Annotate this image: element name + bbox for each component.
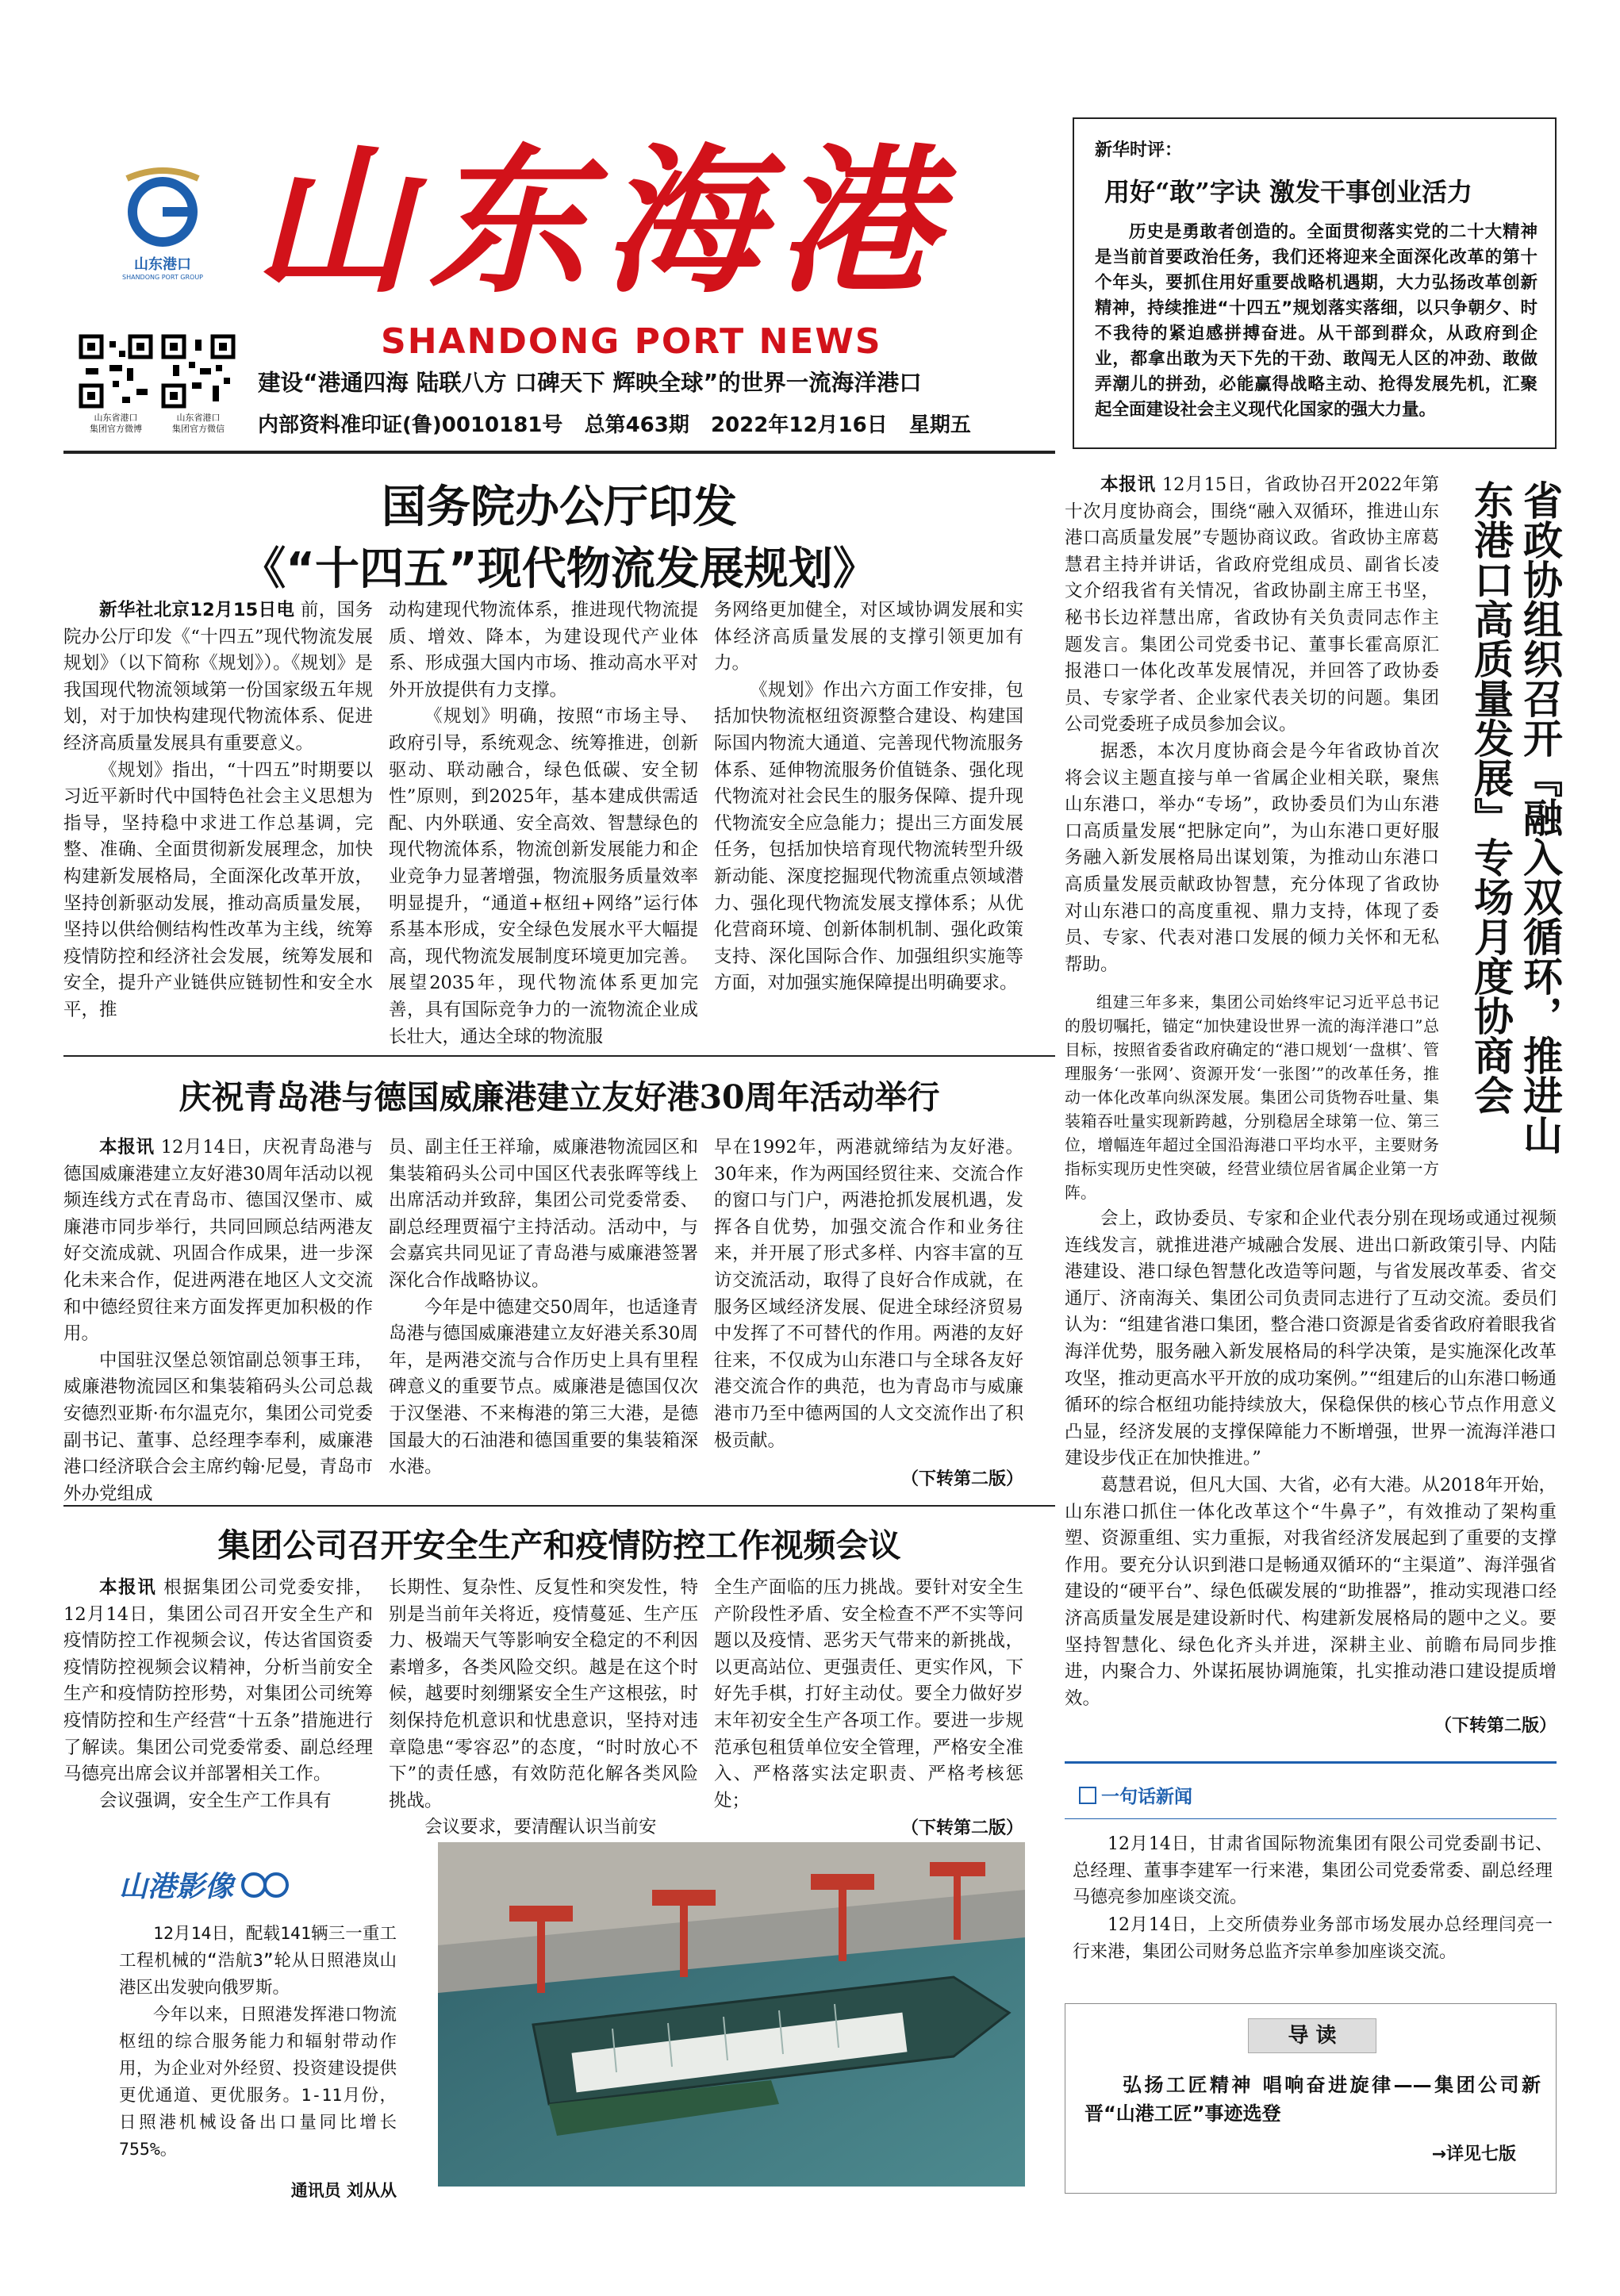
- cppcc-title: 省政协组织召开『融入双循环，推进山东港口高质量发展』专场月度协商会: [1468, 480, 1563, 1154]
- qr-code-icon: [78, 333, 154, 409]
- logo-text: 山东港口: [134, 256, 191, 273]
- qr-weibo: [78, 333, 154, 435]
- safety-col-3: [714, 1575, 1023, 1839]
- commentary-body: 历史是勇敢者创造的。全面贯彻落实党的二十大精神是当前首要政治任务，我们还将迎来全面深化改革的第十个年头，要抓住用好重要战略机遇期，大力弘扬改革创新精神，持续推进“十四五”规划落实落细，以只争朝夕、时不我待的紧迫感拼搏奋进。从干部到群众，从政府到企业，都拿出敢为天下先的干劲、敢闯无人区的冲劲、敢做弄潮儿的拼劲，必能赢得战略主动、抢得发展先机，汇聚起全面建设社会主义现代化国家的强大力量。: [1095, 222, 1537, 420]
- qr-weibo-caption: 山东省港口 集团官方微博: [90, 413, 142, 434]
- cppcc-paragraph: 会上，政协委员、专家和企业代表分别在现场或通过视频连线发言，就推进港产城融合发展、进出口新政策引导、内陆港建设、港口绿色智慧化改造等问题，与省发展改革委、省交通厅、济南海关、集团公司负责同志进行了互动交流。委员们认为：“组建省港口集团，整合港口资源是省委省政府着眼我省海洋优势，服务融入新发展格局的科学决策，是实施深化改革攻坚，推动更高水平开放的成功案例。”“组建后的山东港口畅通循环的综合枢纽功能持续放大，保稳保供的核心节点作用意义凸显，经济发展的支撑保障能力不断增强，世界一流海洋港口建设步伐正在加快推进。”: [1065, 1208, 1557, 1469]
- friendship-title: 庆祝青岛港与德国威廉港建立友好港30周年活动举行: [179, 1078, 940, 1116]
- photo-caption-block: [119, 1864, 397, 2202]
- section-rule: [63, 1505, 1055, 1507]
- section-rule: [63, 1055, 1055, 1057]
- commentary-source: 新华时评：: [1095, 140, 1183, 160]
- brief-header: [1079, 1782, 1192, 1808]
- lead-paragraph: 《规划》指出，“十四五”时期要以习近平新时代中国特色社会主义思想为指导，坚持稳中求进工作总基调，完整、准确、全面贯彻新发展理念，加快构建新发展格局，全面深化改革开放，坚持创新驱动发展，推动高质量发展，坚持以供给侧结构性改革为主线，统筹疫情防控和经济社会发展，统筹发展和安全，提升产业链供应链韧性和安全水平，推: [63, 759, 373, 1020]
- lead-col-3: [714, 597, 1023, 997]
- guide-box: [1065, 2003, 1557, 2194]
- masthead-info-line: [258, 409, 1043, 438]
- square-icon: [1079, 1787, 1096, 1804]
- cppcc-byline: 本报讯: [1100, 474, 1156, 495]
- continued-note: （下转第二版）: [1434, 1716, 1557, 1737]
- safety-paragraph: 会议要求，要清醒认识当前安: [424, 1817, 657, 1838]
- safety-paragraph: 根据集团公司党委安排，12月14日，集团公司召开安全生产和疫情防控工作视频会议，传达省国资委疫情防控视频会议精神，分析当前安全生产和疫情防控形势，对集团公司统筹疫情防控和生产经营“十五条”措施进行了解读。集团公司党委常委、副总经理马德亮出席会议并部署相关工作。: [63, 1577, 373, 1785]
- lead-title-1: 国务院办公厅印发: [382, 482, 737, 533]
- friendship-col-1: [63, 1135, 373, 1507]
- guide-text: 弘扬工匠精神 唱响奋进旋律——集团公司新晋“山港工匠”事迹选登: [1084, 2074, 1541, 2125]
- cppcc-body-top: [1065, 472, 1439, 978]
- commentary-title: 用好“敢”字诀 激发干事创业活力: [1104, 177, 1472, 207]
- port-photo: [438, 1842, 1025, 2187]
- safety-byline: 本报讯: [99, 1577, 157, 1598]
- lead-col-2: [389, 597, 698, 1050]
- brief-top-rule: [1065, 1761, 1557, 1764]
- lead-title-2: 《“十四五”现代物流发展规划》: [241, 543, 877, 595]
- lead-paragraph: 前，国务院办公厅印发《“十四五”现代物流发展规划》（以下简称《规划》）。《规划》是我国现代物流领域第一份国家级五年规划，对于加快构建现代物流体系、促进经济高质量发展具有重要意义。: [63, 600, 373, 754]
- friendship-paragraph: 今年是中德建交50周年，也适逢青岛港与德国威廉港建立友好港关系30周年，是两港交流与合作历史上具有里程碑意义的重要节点。威廉港是德国仅次于汉堡港、不来梅港的第三大港，是德国最大的石油港和德国重要的集装箱深水港。: [389, 1296, 698, 1478]
- friendship-byline: 本报讯: [99, 1137, 155, 1158]
- port-photo-image: [438, 1842, 1025, 2187]
- brief-item: 12月14日，上交所债券业务部市场发展办总经理闫亮一行来港，集团公司财务总监齐宗单参加座谈交流。: [1073, 1915, 1553, 1962]
- group-logo-icon: [111, 163, 214, 250]
- issue-number: 总第463期: [584, 413, 689, 437]
- safety-paragraph: 长期性、复杂性、反复性和突发性，特别是当前年关将近，疫情蔓延、生产压力、极端天气等影响安全稳定的不利因素增多，各类风险交织。越是在这个时候，越要时刻绷紧安全生产这根弦，时刻保持危机意识和忧患意识，坚持对违章隐患“零容忍”的态度，“时时放心不下”的责任感，有效防范化解各类风险挑战。: [389, 1577, 698, 1811]
- cppcc-paragraph: 据悉，本次月度协商会是今年省政协首次将会议主题直接与单一省属企业相关联，聚焦山东港口，举办“专场”，政协委员们为山东港口高质量发展“把脉定向”，为山东港口更好服务融入新发展格局出谋划策，为推动山东港口高质量发展贡献政协智慧，充分体现了省政协对山东港口的高度重视、鼎力支持，体现了委员、专家、代表对港口发展的倾力关怀和无私帮助。: [1065, 740, 1439, 975]
- license-number: 内部资料准印证(鲁)0010181号: [258, 413, 563, 437]
- safety-paragraph: 全生产面临的压力挑战。要针对安全生产阶段性矛盾、安全检查不严不实等问题以及疫情、恶劣天气带来的新挑战，以更高站位、更强责任、更实作风，下好先手棋，打好主动仗。要全力做好岁末年初安全生产各项工作。要进一步规范承包租赁单位安全管理，严格安全准入、严格落实法定职责、严格考核惩处；: [714, 1577, 1023, 1811]
- brief-header-text: 一句话新闻: [1101, 1787, 1192, 1807]
- lead-paragraph: 《规划》明确，按照“市场主导、政府引导，系统观念、统筹推进，创新驱动、联动融合，绿色低碳、安全韧性”原则，到2025年，基本建成供需适配、内外联通、安全高效、智慧绿色的现代物流体系，物流创新发展能力和企业竞争力显著增强，物流服务质量效率明显提升，“通道+枢纽+网络”运行体系基本形成，安全绿色发展水平大幅提高，现代物流发展制度环境更加完善。展望2035年，现代物流体系更加完善，具有国际竞争力的一流物流企业成长壮大，通达全球的物流服: [389, 706, 698, 1047]
- cppcc-body-bottom: [1065, 1206, 1557, 1737]
- photo-paragraph: 12月14日，配载141辆三一重工工程机械的“浩航3”轮从日照港岚山港区出发驶向俄罗斯。: [119, 1924, 397, 1998]
- qr-wechat-caption: 山东省港口 集团官方微信: [172, 413, 225, 434]
- logo-subtext: SHANDONG PORT GROUP: [122, 274, 203, 281]
- wave-icon: [240, 1871, 295, 1899]
- masthead-title: 山东海港: [254, 129, 953, 315]
- lead-paragraph: 动构建现代物流体系，推进现代物流提质、增效、降本，为建设现代产业体系、形成强大国内市场、推动高水平对外开放提供有力支撑。: [389, 600, 698, 701]
- photo-paragraph: 今年以来，日照港发挥港口物流枢纽的综合服务能力和辐射带动作用，为企业对外经贸、投资建设提供更优通道、更优服务。1-11月份，日照港机械设备出口量同比增长755%。: [119, 2005, 397, 2160]
- masthead-slogan: 建设“港通四海 陆联八方 口碑天下 辉映全球”的世界一流海洋港口: [258, 370, 922, 396]
- brief-news-box: [1065, 1761, 1557, 1987]
- lead-col-1: [63, 597, 373, 1024]
- cppcc-body-mid: [1065, 990, 1439, 1204]
- guide-header: 导 读: [1248, 2018, 1376, 2053]
- brief-item: 12月14日，甘肃省国际物流集团有限公司党委副书记、总经理、董事李建军一行来港，集团公司党委常委、副总经理马德亮参加座谈交流。: [1073, 1834, 1553, 1908]
- group-logo: [111, 163, 214, 282]
- safety-col-1: [63, 1575, 373, 1814]
- issue-date: 2022年12月16日: [711, 413, 888, 437]
- brief-divider: [1065, 1818, 1557, 1819]
- cppcc-paragraph: 组建三年多来，集团公司始终牢记习近平总书记的殷切嘱托，锚定“加快建设世界一流的海洋港口”总目标，按照省委省政府确定的“港口规划‘一盘棋’、管理服务‘一张网’、资源开发‘一张图’”的改革任务，推动一体化改革向纵深发展。集团公司货物吞吐量、集装箱吞吐量实现新跨越，分别稳居全球第一位、第三位，增幅连年超过全国沿海港口平均水平，主要财务指标实现历史性突破，经营业绩位居省属企业第一方阵。: [1065, 993, 1439, 1202]
- friendship-paragraph: 12月14日，庆祝青岛港与德国威廉港建立友好港30周年活动以视频连线方式在青岛市、德国汉堡市、威廉港市同步举行，共同回顾总结两港友好交流成就、巩固合作成果，进一步深化未来合作，促进两港在地区人文交流和中德经贸往来方面发挥更加积极的作用。: [63, 1137, 373, 1345]
- friendship-paragraph: 早在1992年，两港就缔结为友好港。30年来，作为两国经贸往来、交流合作的窗口与门户，两港抢抓发展机遇，发挥各自优势，加强交流合作和业务往来，并开展了形式多样、内容丰富的互访交流活动，取得了良好合作成就，在服务区域经济发展、促进全球经济贸易中发挥了不可替代的作用。两港的友好往来，不仅成为山东港口与全球各友好港交流合作的典范，也为青岛市与威廉港市乃至中德两国的人文交流作出了积极贡献。: [714, 1137, 1023, 1451]
- friendship-col-3: [714, 1135, 1023, 1490]
- qr-code-icon: [160, 333, 236, 409]
- safety-col-2: [389, 1575, 698, 1841]
- masthead: [71, 103, 1047, 444]
- safety-paragraph: 会议强调，安全生产工作具有: [99, 1790, 332, 1811]
- cppcc-paragraph: 12月15日，省政协召开2022年第十次月度协商会，围绕“融入双循环，推进山东港口高质量发展”专题协商议政。省政协主席葛慧君主持并讲话，省政府党组成员、副省长凌文介绍我省有关情况，省政协副主席王书坚，秘书长边祥慧出席，省政协有关负责同志作主题发言。集团公司党委书记、董事长霍高原汇报港口一体化改革发展情况，并回答了政协委员、专家学者、企业家代表关切的问题。集团公司党委班子成员参加会议。: [1065, 474, 1439, 735]
- cppcc-paragraph: 葛慧君说，但凡大国、大省，必有大港。从2018年开始，山东港口抓住一体化改革这个“牛鼻子”，有效推动了架构重塑、资源重组、实力重振，对我省经济发展起到了重要的支撑作用。要充分认识到港口是畅通双循环的“主渠道”、海洋强省建设的“硬平台”、绿色低碳发展的“助推器”，推动实现港口经济高质量发展是建设新时代、构建新发展格局的题中之义。要坚持智慧化、绿色化齐头并进，深耕主业、前瞻布局同步推进，内聚合力、外谋拓展协调施策，扎实推动港口建设提质增效。: [1065, 1474, 1557, 1709]
- qr-wechat: [160, 333, 236, 435]
- column-logo: [119, 1864, 397, 1905]
- lead-paragraph: 务网络更加健全，对区域协调发展和实体经济高质量发展的支撑引领更加有力。: [714, 600, 1023, 674]
- safety-title: 集团公司召开安全生产和疫情防控工作视频会议: [217, 1526, 901, 1565]
- continued-note: （下转第二版）: [900, 1469, 1023, 1490]
- masthead-english: SHANDONG PORT NEWS: [381, 321, 882, 362]
- friendship-paragraph: 员、副主任王祥瑜，威廉港物流园区和集装箱码头公司中国区代表张晖等线上出席活动并致辞，集团公司党委常委、副总经理贾福宁主持活动。活动中，与会嘉宾共同见证了青岛港与威廉港签署深化合作战略协议。: [389, 1137, 698, 1291]
- lead-paragraph: 《规划》作出六方面工作安排，包括加快物流枢纽资源整合建设、构建国际国内物流大通道、完善现代物流服务体系、延伸物流服务价值链条、强化现代物流对社会民生的服务保障、提升现代物流安全应急能力；提出三方面发展任务，包括加快培育现代物流转型升级新动能、深度挖掘现代物流重点领域潜力、强化现代物流发展支撑体系；从优化营商环境、创新体制机制、强化政策支持、深化国际合作、加强组织实施等方面，对加强实施保障提出明确要求。: [714, 679, 1023, 994]
- photo-credit: 通讯员 刘从从: [290, 2181, 397, 2200]
- friendship-col-2: [389, 1135, 698, 1481]
- masthead-rule: [63, 451, 1055, 454]
- guide-ref[interactable]: →详见七版: [1431, 2144, 1516, 2164]
- issue-weekday: 星期五: [908, 413, 971, 437]
- column-logo-text: 山港影像: [119, 1870, 234, 1903]
- lead-dateline: 新华社北京12月15日电: [99, 600, 295, 620]
- commentary-box: [1073, 117, 1557, 449]
- friendship-paragraph: 中国驻汉堡总领馆副总领事王玮，威廉港物流园区和集装箱码头公司总裁安德烈亚斯·布尔温克尔，集团公司党委副书记、董事、总经理李奉利，威廉港港口经济联合会主席约翰·尼曼，青岛市外办党组成: [63, 1350, 373, 1504]
- continued-note: （下转第二版）: [900, 1818, 1023, 1839]
